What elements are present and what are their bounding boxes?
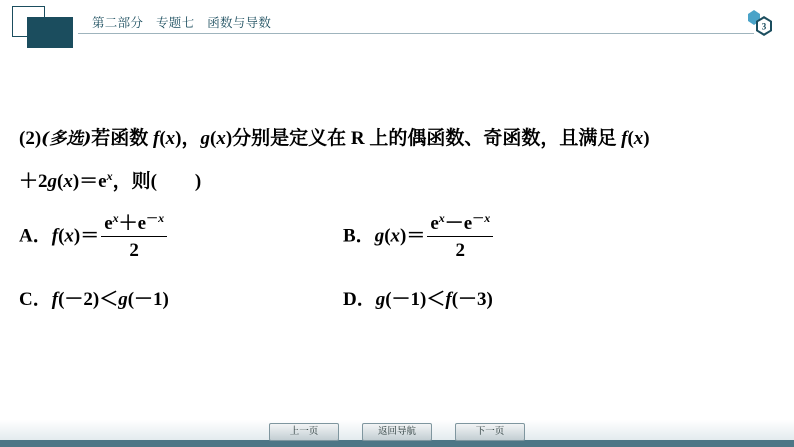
breadcrumb: 第二部分 专题七 函数与导数 [92, 15, 272, 30]
page-number: 3 [761, 21, 767, 32]
prev-page-button[interactable]: 上一页 [269, 423, 339, 441]
next-page-button[interactable]: 下一页 [455, 423, 525, 441]
page-number-badge [742, 8, 782, 38]
header-block [27, 17, 73, 48]
question-stem: 若函数 f(x)，g(x)分别是定义在 R 上的偶函数、奇函数，且满足 f(x) [91, 128, 650, 149]
option-b-label: B． [343, 225, 375, 247]
option-c: C．f(－2)＜g(－1) [19, 289, 169, 310]
option-d: D．g(－1)＜f(－3) [343, 289, 493, 310]
option-d-label: D． [343, 289, 376, 310]
option-a-label: A． [19, 225, 52, 247]
multi-select-tag: (多选) [41, 129, 92, 149]
option-b: B．g(x)＝ $\frac{e^x-e^{-x}}{2}$ [343, 214, 493, 260]
question-number: (2) [19, 128, 42, 149]
back-to-nav-button[interactable]: 返回导航 [362, 423, 432, 441]
option-b-fraction: $\frac{e^x-e^{-x}}{2}$ [427, 214, 493, 260]
footer-bar [0, 440, 794, 447]
question-line-2: $+2g(x)=e^x$，则( ) [19, 169, 202, 192]
header-divider [78, 33, 754, 34]
option-a-fraction: $\frac{e^x+e^{-x}}{2}$ [101, 214, 167, 260]
question-line-1 [19, 129, 650, 148]
option-c-label: C． [19, 289, 52, 310]
hexagon-icon [742, 8, 782, 38]
option-a: A．f(x)＝ $\frac{e^x+e^{-x}}{2}$ [19, 214, 167, 260]
